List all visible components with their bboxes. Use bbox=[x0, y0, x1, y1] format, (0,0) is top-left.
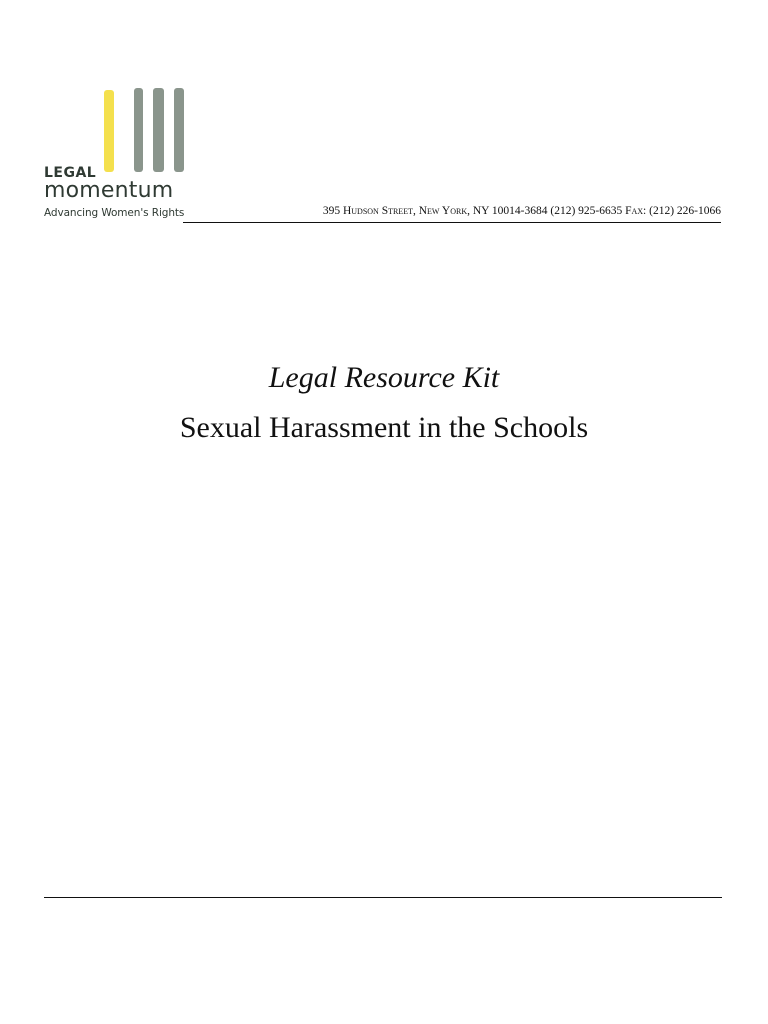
logo-bar-gray-1 bbox=[134, 88, 143, 172]
footer-divider bbox=[44, 897, 722, 898]
document-title: Sexual Harassment in the Schools bbox=[179, 411, 589, 444]
logo-wordmark-legal: LEGAL bbox=[44, 165, 97, 181]
logo-bar-yellow bbox=[104, 90, 114, 172]
title-block bbox=[0, 360, 768, 446]
kit-label: Legal Resource Kit bbox=[268, 361, 500, 394]
logo-bar-gray-3 bbox=[174, 88, 184, 172]
logo-tagline: Advancing Women's Rights bbox=[44, 207, 185, 219]
legal-momentum-logo bbox=[44, 88, 204, 228]
header-divider bbox=[183, 222, 721, 223]
organization-address: 395 Hudson Street, New York, NY 10014-3684 (212) 925-6635 Fax: (212) 226-1066 bbox=[322, 205, 721, 217]
logo-bar-gray-2 bbox=[153, 88, 164, 172]
logo-bars-graphic bbox=[102, 88, 192, 188]
logo-wordmark-momentum: momentum bbox=[44, 178, 174, 203]
